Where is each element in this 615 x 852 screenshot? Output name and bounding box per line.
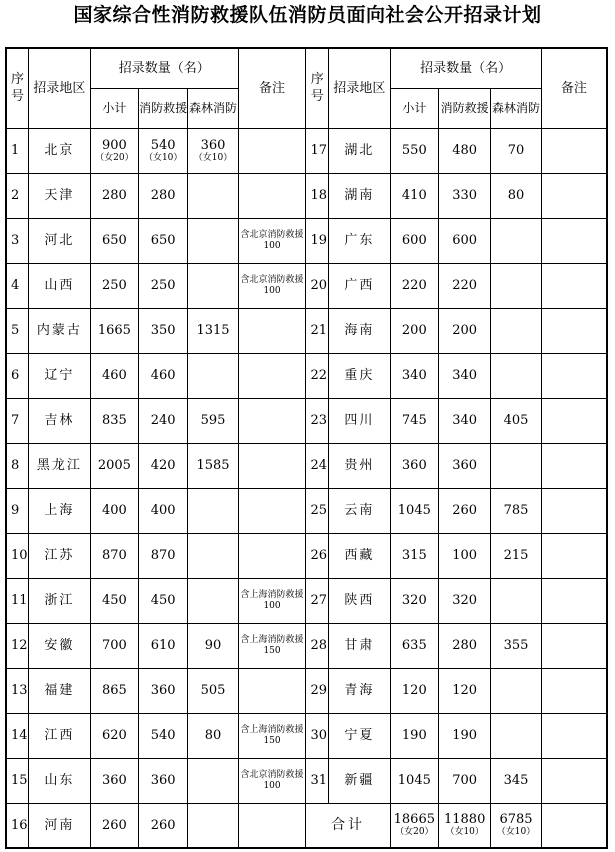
forest-fire-cell: 505 <box>188 668 238 713</box>
table-row <box>6 533 607 578</box>
note-cell <box>541 398 607 443</box>
forest-fire-cell <box>188 218 238 263</box>
total-note <box>541 803 607 848</box>
fire-rescue-cell: 320 <box>438 578 490 623</box>
seq-cell: 20 <box>306 263 329 308</box>
forest-fire-cell <box>188 128 238 173</box>
fire-rescue-cell: 870 <box>139 533 188 578</box>
forest-fire-header: 森林消防 <box>491 88 541 128</box>
subtotal-cell: 450 <box>90 578 138 623</box>
note-cell <box>238 128 306 173</box>
forest-fire-header: 森林消防 <box>188 88 238 128</box>
seq-cell: 8 <box>6 443 29 488</box>
subtotal-cell: 340 <box>390 353 438 398</box>
subtotal-cell: 1045 <box>390 758 438 803</box>
region-cell: 四川 <box>329 398 391 443</box>
quota-header: 招录数量（名） <box>90 48 238 88</box>
forest-fire-cell <box>188 803 238 848</box>
forest-fire-cell <box>491 308 541 353</box>
forest-fire-cell: 90 <box>188 623 238 668</box>
subtotal-cell: 865 <box>90 668 138 713</box>
total-fire-rescue-female-note: （女10） <box>445 827 484 838</box>
fire-rescue-cell: 120 <box>438 668 490 713</box>
region-cell: 新疆 <box>329 758 391 803</box>
region-cell: 吉林 <box>29 398 91 443</box>
seq-cell: 6 <box>6 353 29 398</box>
table-row <box>6 713 607 758</box>
subtotal-cell-female-note: （女20） <box>95 152 134 163</box>
subtotal-cell: 410 <box>390 173 438 218</box>
note-cell <box>238 443 306 488</box>
subtotal-cell: 700 <box>90 623 138 668</box>
note-cell <box>541 758 607 803</box>
table-row <box>6 128 607 173</box>
note-cell: 含北京消防救援100 <box>238 218 306 263</box>
table-row <box>6 353 607 398</box>
seq-cell: 10 <box>6 533 29 578</box>
region-cell: 浙江 <box>29 578 91 623</box>
fire-rescue-cell-female-note: （女10） <box>143 152 183 163</box>
region-header: 招录地区 <box>329 48 391 128</box>
subtotal-cell-value: 900 <box>101 137 127 153</box>
fire-rescue-cell: 100 <box>438 533 490 578</box>
total-fire-rescue-value: 11880 <box>443 812 486 828</box>
note-cell: 含上海消防救援100 <box>238 578 306 623</box>
seq-cell: 13 <box>6 668 29 713</box>
seq-cell: 27 <box>306 578 329 623</box>
page-title: 国家综合性消防救援队伍消防员面向社会公开招录计划 <box>73 4 542 26</box>
forest-fire-cell: 785 <box>491 488 541 533</box>
table-row <box>6 308 607 353</box>
forest-fire-cell: 595 <box>188 398 238 443</box>
region-cell: 青海 <box>329 668 391 713</box>
note-cell <box>238 488 306 533</box>
fire-rescue-cell: 330 <box>438 173 490 218</box>
seq-cell: 14 <box>6 713 29 758</box>
region-cell: 湖南 <box>329 173 391 218</box>
seq-cell: 1 <box>6 128 29 173</box>
note-cell <box>541 533 607 578</box>
subtotal-cell: 400 <box>90 488 138 533</box>
forest-fire-cell <box>188 533 238 578</box>
seq-cell: 30 <box>306 713 329 758</box>
fire-rescue-cell: 260 <box>139 803 188 848</box>
seq-cell: 19 <box>306 218 329 263</box>
region-cell: 山东 <box>29 758 91 803</box>
forest-fire-cell <box>491 443 541 488</box>
note-cell: 含北京消防救援100 <box>238 758 306 803</box>
subtotal-cell: 835 <box>90 398 138 443</box>
seq-cell: 11 <box>6 578 29 623</box>
subtotal-cell: 360 <box>390 443 438 488</box>
table-row <box>6 398 607 443</box>
fire-rescue-cell: 280 <box>438 623 490 668</box>
note-cell <box>238 803 306 848</box>
region-cell: 山西 <box>29 263 91 308</box>
seq-cell: 9 <box>6 488 29 533</box>
region-cell: 海南 <box>329 308 391 353</box>
seq-cell: 18 <box>306 173 329 218</box>
region-cell: 云南 <box>329 488 391 533</box>
forest-fire-cell <box>188 578 238 623</box>
note-cell <box>541 488 607 533</box>
table-row <box>6 173 607 218</box>
forest-fire-cell: 70 <box>491 128 541 173</box>
note-cell <box>541 578 607 623</box>
region-cell: 宁夏 <box>329 713 391 758</box>
fire-rescue-cell: 250 <box>139 263 188 308</box>
subtotal-cell: 250 <box>90 263 138 308</box>
region-cell: 广西 <box>329 263 391 308</box>
fire-rescue-header: 消防救援 <box>139 88 188 128</box>
forest-fire-cell: 80 <box>491 173 541 218</box>
total-forest-fire <box>491 803 541 848</box>
table-row <box>6 668 607 713</box>
note-cell <box>541 668 607 713</box>
forest-fire-cell <box>491 713 541 758</box>
fire-rescue-cell: 220 <box>438 263 490 308</box>
seq-cell: 2 <box>6 173 29 218</box>
subtotal-cell: 2005 <box>90 443 138 488</box>
seq-cell: 17 <box>306 128 329 173</box>
region-cell: 江苏 <box>29 533 91 578</box>
total-fire-rescue <box>438 803 490 848</box>
quota-header: 招录数量（名） <box>390 48 541 88</box>
region-cell: 河北 <box>29 218 91 263</box>
forest-fire-cell <box>188 488 238 533</box>
forest-fire-cell-value: 360 <box>200 137 226 153</box>
note-cell: 含北京消防救援100 <box>238 263 306 308</box>
table-row <box>6 623 607 668</box>
fire-rescue-cell: 280 <box>139 173 188 218</box>
region-cell: 福建 <box>29 668 91 713</box>
region-cell: 北京 <box>29 128 91 173</box>
forest-fire-cell <box>188 263 238 308</box>
fire-rescue-cell: 610 <box>139 623 188 668</box>
fire-rescue-cell: 460 <box>139 353 188 398</box>
fire-rescue-cell: 240 <box>139 398 188 443</box>
note-cell <box>541 263 607 308</box>
subtotal-header: 小计 <box>90 88 138 128</box>
total-subtotal <box>390 803 438 848</box>
fire-rescue-cell: 350 <box>139 308 188 353</box>
fire-rescue-cell: 450 <box>139 578 188 623</box>
subtotal-cell: 620 <box>90 713 138 758</box>
fire-rescue-header: 消防救援 <box>438 88 490 128</box>
forest-fire-cell <box>491 353 541 398</box>
region-cell: 辽宁 <box>29 353 91 398</box>
fire-rescue-cell: 200 <box>438 308 490 353</box>
table-row <box>6 443 607 488</box>
seq-cell: 25 <box>306 488 329 533</box>
total-forest-fire-female-note: （女10） <box>496 827 536 838</box>
header-row <box>6 48 607 88</box>
seq-cell: 16 <box>6 803 29 848</box>
region-cell: 甘肃 <box>329 623 391 668</box>
seq-cell: 29 <box>306 668 329 713</box>
note-cell <box>238 308 306 353</box>
table-row <box>6 218 607 263</box>
subtotal-cell: 460 <box>90 353 138 398</box>
forest-fire-cell <box>188 173 238 218</box>
note-cell <box>238 533 306 578</box>
subtotal-cell: 280 <box>90 173 138 218</box>
fire-rescue-cell: 700 <box>438 758 490 803</box>
note-header: 备注 <box>541 48 607 128</box>
forest-fire-cell <box>188 353 238 398</box>
forest-fire-cell <box>188 758 238 803</box>
table-row <box>6 263 607 308</box>
note-cell <box>238 173 306 218</box>
forest-fire-cell: 1315 <box>188 308 238 353</box>
seq-cell: 21 <box>306 308 329 353</box>
fire-rescue-cell: 260 <box>438 488 490 533</box>
region-header: 招录地区 <box>29 48 91 128</box>
forest-fire-cell: 80 <box>188 713 238 758</box>
subtotal-cell: 650 <box>90 218 138 263</box>
seq-cell: 24 <box>306 443 329 488</box>
fire-rescue-cell: 340 <box>438 353 490 398</box>
forest-fire-cell-female-note: （女10） <box>193 152 233 163</box>
seq-cell: 23 <box>306 398 329 443</box>
total-subtotal-female-note: （女20） <box>395 827 434 838</box>
recruitment-table <box>5 47 608 849</box>
note-cell <box>238 353 306 398</box>
note-cell <box>541 443 607 488</box>
region-cell: 江西 <box>29 713 91 758</box>
subtotal-cell: 1665 <box>90 308 138 353</box>
table-row <box>6 758 607 803</box>
subtotal-cell: 550 <box>390 128 438 173</box>
forest-fire-cell <box>491 263 541 308</box>
note-cell <box>541 713 607 758</box>
subtotal-cell: 120 <box>390 668 438 713</box>
subtotal-cell: 1045 <box>390 488 438 533</box>
seq-cell: 5 <box>6 308 29 353</box>
seq-cell: 7 <box>6 398 29 443</box>
forest-fire-cell: 215 <box>491 533 541 578</box>
fire-rescue-cell: 480 <box>438 128 490 173</box>
note-cell <box>541 353 607 398</box>
note-cell <box>541 308 607 353</box>
forest-fire-cell <box>491 578 541 623</box>
seq-cell: 12 <box>6 623 29 668</box>
seq-cell: 26 <box>306 533 329 578</box>
subtotal-cell: 320 <box>390 578 438 623</box>
fire-rescue-cell: 190 <box>438 713 490 758</box>
region-cell: 上海 <box>29 488 91 533</box>
region-cell: 陕西 <box>329 578 391 623</box>
region-cell: 湖北 <box>329 128 391 173</box>
seq-cell: 3 <box>6 218 29 263</box>
region-cell: 天津 <box>29 173 91 218</box>
subtotal-cell: 635 <box>390 623 438 668</box>
note-cell <box>541 623 607 668</box>
subtotal-cell: 360 <box>90 758 138 803</box>
seq-cell: 4 <box>6 263 29 308</box>
fire-rescue-cell: 340 <box>438 398 490 443</box>
note-cell <box>541 173 607 218</box>
seq-cell: 15 <box>6 758 29 803</box>
region-cell: 贵州 <box>329 443 391 488</box>
note-cell: 含上海消防救援150 <box>238 713 306 758</box>
region-cell: 黑龙江 <box>29 443 91 488</box>
table-row <box>6 803 607 848</box>
forest-fire-cell <box>491 668 541 713</box>
total-forest-fire-value: 6785 <box>499 812 533 828</box>
seq-cell: 31 <box>306 758 329 803</box>
subtotal-cell: 190 <box>390 713 438 758</box>
subtotal-cell: 260 <box>90 803 138 848</box>
fire-rescue-cell: 360 <box>139 668 188 713</box>
fire-rescue-cell: 360 <box>438 443 490 488</box>
forest-fire-cell: 345 <box>491 758 541 803</box>
seq-header: 序号 <box>6 48 29 128</box>
subtotal-header: 小计 <box>390 88 438 128</box>
total-subtotal-value: 18665 <box>393 812 435 828</box>
region-cell: 西藏 <box>329 533 391 578</box>
total-label: 合计 <box>306 803 390 848</box>
region-cell: 安徽 <box>29 623 91 668</box>
subtotal-cell: 870 <box>90 533 138 578</box>
subtotal-cell: 600 <box>390 218 438 263</box>
subtotal-cell: 315 <box>390 533 438 578</box>
region-cell: 重庆 <box>329 353 391 398</box>
region-cell: 河南 <box>29 803 91 848</box>
subtotal-cell <box>90 128 138 173</box>
seq-header: 序号 <box>306 48 329 128</box>
fire-rescue-cell: 650 <box>139 218 188 263</box>
fire-rescue-cell-value: 540 <box>150 137 176 153</box>
subtotal-cell: 200 <box>390 308 438 353</box>
region-cell: 广东 <box>329 218 391 263</box>
table-row <box>6 488 607 533</box>
forest-fire-cell: 355 <box>491 623 541 668</box>
note-header: 备注 <box>238 48 306 128</box>
note-cell <box>238 398 306 443</box>
note-cell: 含上海消防救援150 <box>238 623 306 668</box>
fire-rescue-cell: 420 <box>139 443 188 488</box>
subtotal-cell: 220 <box>390 263 438 308</box>
fire-rescue-cell: 400 <box>139 488 188 533</box>
subtotal-cell: 745 <box>390 398 438 443</box>
forest-fire-cell: 1585 <box>188 443 238 488</box>
note-cell <box>541 128 607 173</box>
forest-fire-cell <box>491 218 541 263</box>
fire-rescue-cell <box>139 128 188 173</box>
fire-rescue-cell: 540 <box>139 713 188 758</box>
forest-fire-cell: 405 <box>491 398 541 443</box>
seq-cell: 28 <box>306 623 329 668</box>
note-cell <box>541 218 607 263</box>
table-row <box>6 578 607 623</box>
region-cell: 内蒙古 <box>29 308 91 353</box>
seq-cell: 22 <box>306 353 329 398</box>
note-cell <box>238 668 306 713</box>
fire-rescue-cell: 600 <box>438 218 490 263</box>
fire-rescue-cell: 360 <box>139 758 188 803</box>
